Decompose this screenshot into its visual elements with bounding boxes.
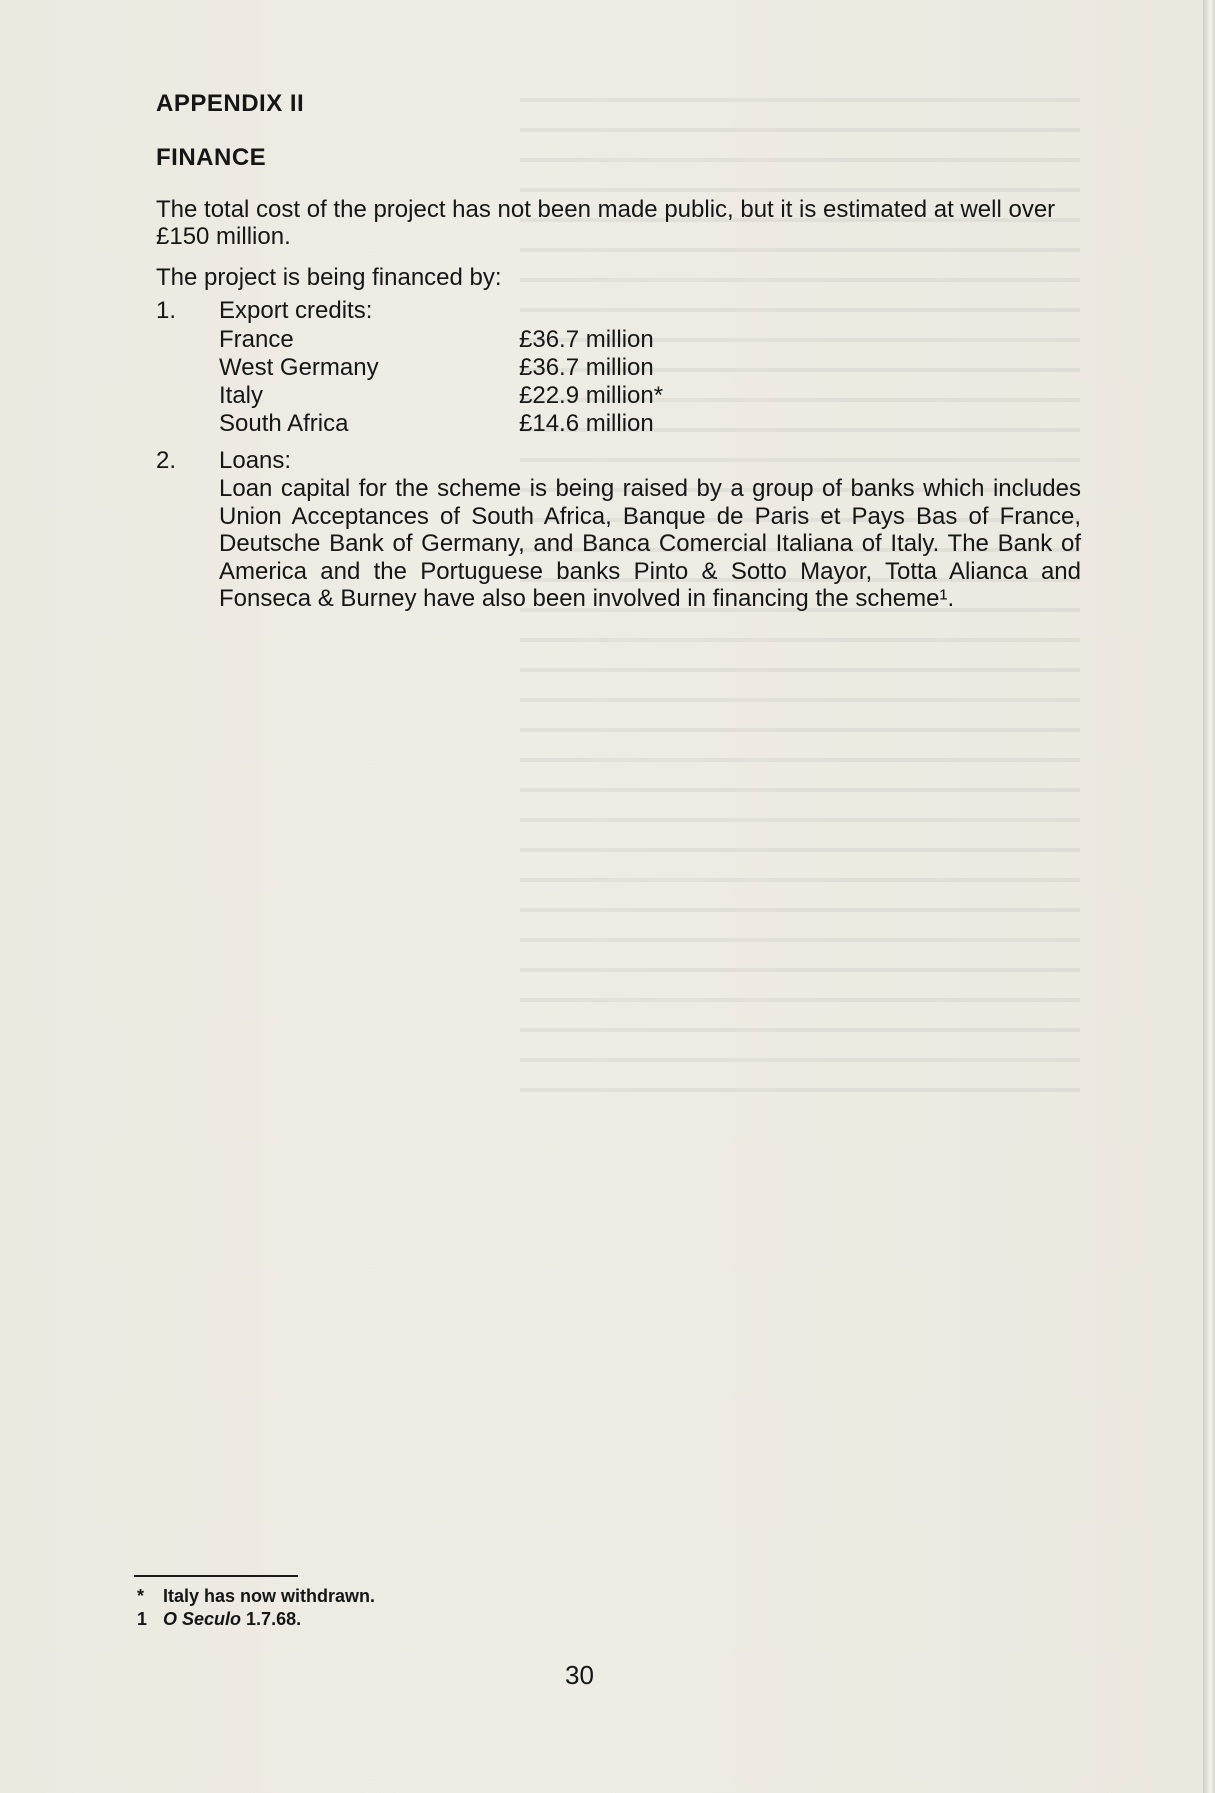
footnote-mark: * [137,1586,145,1606]
intro-paragraph: The total cost of the project has not been made public, but it is estimated at well over £150 million. [156,196,1056,250]
footnote-italy [137,1585,375,1607]
page-number: 30 [565,1660,594,1690]
credit-country: Italy [219,382,264,409]
footnote-source [137,1608,301,1630]
credit-amount: £36.7 million [519,326,654,353]
credit-country: South Africa [219,410,349,437]
credit-amount: £36.7 million [519,354,654,381]
appendix-title: APPENDIX II [156,90,305,117]
list-title-export-credits: Export credits: [219,297,373,324]
credit-country: France [219,326,294,353]
section-title: FINANCE [156,144,267,171]
footnote-mark: 1 [137,1609,148,1629]
loans-paragraph: Loan capital for the scheme is being raised by a group of banks which includes Union Acceptances of South Africa, Banque de Paris et Pays Bas of France, Deutsche Bank of Germany, and Banca Comercial Italiana of Italy. The Bank of America and the Portuguese banks Pinto & Sotto Mayor, Totta Alianca and Fonseca & Burney have also been involved in financing the scheme¹. [219,475,1081,612]
list-number-1: 1. [156,297,177,324]
footnote-date: 1.7.68. [246,1609,302,1629]
financed-by-line: The project is being financed by: [156,264,502,291]
footnote-rule [134,1575,298,1577]
credit-country: West Germany [219,354,379,381]
footnote-source-title: O Seculo [163,1609,242,1629]
page-edge [1203,0,1215,1793]
credit-amount: £22.9 million* [519,382,664,409]
list-number-2: 2. [156,447,177,474]
credit-amount: £14.6 million [519,410,654,437]
footnote-text: Italy has now withdrawn. [163,1586,376,1606]
list-title-loans: Loans: [219,447,292,474]
